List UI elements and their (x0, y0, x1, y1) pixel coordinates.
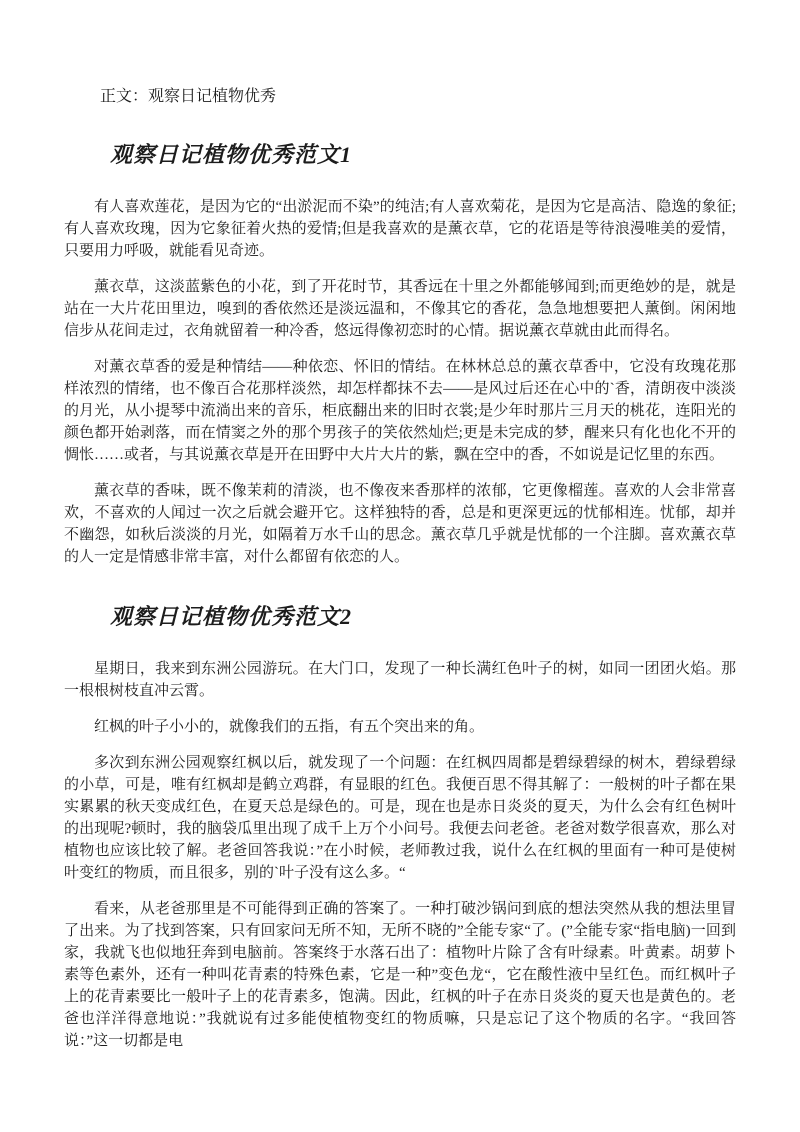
section-1-paragraph-3: 对薰衣草香的爱是种情结——种依恋、怀旧的情结。在林林总总的薰衣草香中，它没有玫瑰花那样浓烈的情绪，也不像百合花那样淡然，却怎样都抹不去——是风过后还在心中的`香，清朗夜中淡淡的月光，从小提琴中流淌出来的音乐，柜底翻出来的旧时衣裳;是少年时那片三月天的桃花，连阳光的颜色都开始剥落，而在情窦之外的那个男孩子的笑依然灿烂;更是未完成的梦，醒来只有化也化不开的惆怅……或者，与其说薰衣草是开在田野中大片大片的紫，飘在空中的香，不如说是记忆里的东西。 (64, 359, 736, 463)
section-2-paragraph-3: 多次到东洲公园观察红枫以后，就发现了一个问题：在红枫四周都是碧绿碧绿的树木，碧绿碧绿的小草，可是，唯有红枫却是鹤立鸡群，有显眼的红色。我便百思不得其解了：一般树的叶子都在果实累累的秋天变成红色，在夏天总是绿色的。可是，现在也是赤日炎炎的夏天，为什么会有红色树叶的出现呢?顿时，我的脑袋瓜里出现了成千上万个小问号。我便去问老爸。老爸对数学很喜欢，那么对植物也应该比较了解。老爸回答我说：”在小时候，老师教过我，说什么在红枫的里面有一种可是使树叶变红的物质，而且很多，别的`叶子没有这么多。“ (64, 755, 736, 881)
section-1-paragraph-2: 薰衣草，这淡蓝紫色的小花，到了开花时节，其香远在十里之外都能够闻到;而更绝妙的是，就是站在一大片花田里边，嗅到的香依然还是淡远温和，不像其它的香花，急急地想要把人薰倒。闲闲地信步从花间走过，衣角就留着一种冷香，悠远得像初恋时的心情。据说薰衣草就由此而得名。 (64, 279, 736, 339)
section-1-paragraph-4: 薰衣草的香味，既不像茉莉的清淡，也不像夜来香那样的浓郁，它更像榴莲。喜欢的人会非常喜欢，不喜欢的人闻过一次之后就会避开它。这样独特的香，总是和更深更远的忧郁相连。忧郁，却并不幽怨，如秋后淡淡的月光，如隔着万水千山的思念。薰衣草几乎就是忧郁的一个注脚。喜欢薰衣草的人一定是情感非常丰富，对什么都留有依恋的人。 (64, 483, 736, 565)
section-2-paragraph-2: 红枫的叶子小小的，就像我们的五指，有五个突出来的角。 (94, 719, 485, 735)
section-1-paragraph-1: 有人喜欢莲花，是因为它的“出淤泥而不染”的纯洁;有人喜欢菊花，是因为它是高洁、隐逸的象征;有人喜欢玫瑰，因为它象征着火热的爱情;但是我喜欢的是薰衣草，它的花语是等待浪漫唯美的爱情，只要用力呼吸，就能看见奇迹。 (64, 199, 736, 259)
doc-lead-line (100, 88, 736, 106)
section-2-title: 观察日记植物优秀范文2 (110, 604, 353, 629)
section-2-paragraph-4: 看来，从老爸那里是不可能得到正确的答案了。一种打破沙锅问到底的想法突然从我的想法里冒了出来。为了找到答案，只有回家问无所不知，无所不晓的”全能专家“了。(”全能专家“指电脑)一回到家，我就飞也似地狂奔到电脑前。答案终于水落石出了：植物叶片除了含有叶绿素。叶黄素。胡萝卜素等色素外，还有一种叫花青素的特殊色素，它是一种”变色龙“，它在酸性液中呈红色。而红枫叶子上的花青素要比一般叶子上的花青素多，饱满。因此，红枫的叶子在赤日炎炎的夏天也是黄色的。老爸也洋洋得意地说：”我就说有过多能使植物变红的物质嘛，只是忘记了这个物质的名字。“我回答说：”这一切都是电 (64, 901, 736, 1049)
section-2-paragraph-1: 星期日，我来到东洲公园游玩。在大门口，发现了一种长满红色叶子的树，如同一团团火焰。那一根根树枝直冲云霄。 (64, 661, 736, 699)
doc-lead-text: 正文：观察日记植物优秀 (100, 88, 277, 105)
section-1-title: 观察日记植物优秀范文1 (110, 142, 353, 167)
